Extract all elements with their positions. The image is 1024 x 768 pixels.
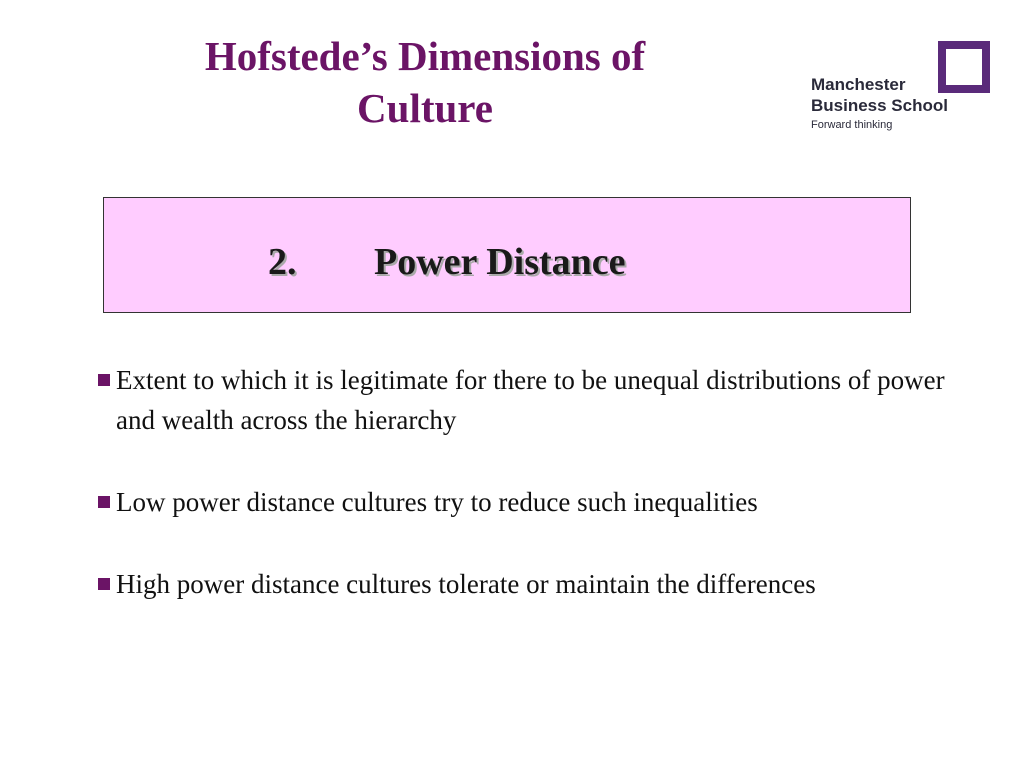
bullet-item (96, 360, 976, 440)
slide-title-line2: Culture (357, 85, 493, 131)
bullet-item (96, 564, 976, 604)
bullet-list (96, 360, 976, 646)
logo-tagline: Forward thinking (811, 119, 893, 131)
square-bullet-icon (98, 374, 110, 386)
square-bullet-icon (98, 578, 110, 590)
logo-name-line2: Business School (811, 96, 948, 115)
bullet-text: High power distance cultures tolerate or maintain the differences (116, 569, 816, 599)
slide-title-line1: Hofstede’s Dimensions of (204, 33, 646, 79)
slide-title (130, 30, 720, 134)
logo-name (811, 74, 948, 116)
logo-name-line1: Manchester (811, 75, 906, 94)
bullet-text: Low power distance cultures try to reduce such inequalities (116, 487, 758, 517)
square-bullet-icon (98, 496, 110, 508)
manchester-business-school-logo (808, 38, 998, 138)
section-number: 2. (268, 241, 297, 283)
bullet-text: Extent to which it is legitimate for there to be unequal distributions of power and wealth across the hierarchy (116, 365, 945, 435)
bullet-item (96, 482, 976, 522)
section-heading-text: Power Distance (374, 241, 626, 283)
section-heading (268, 240, 626, 284)
